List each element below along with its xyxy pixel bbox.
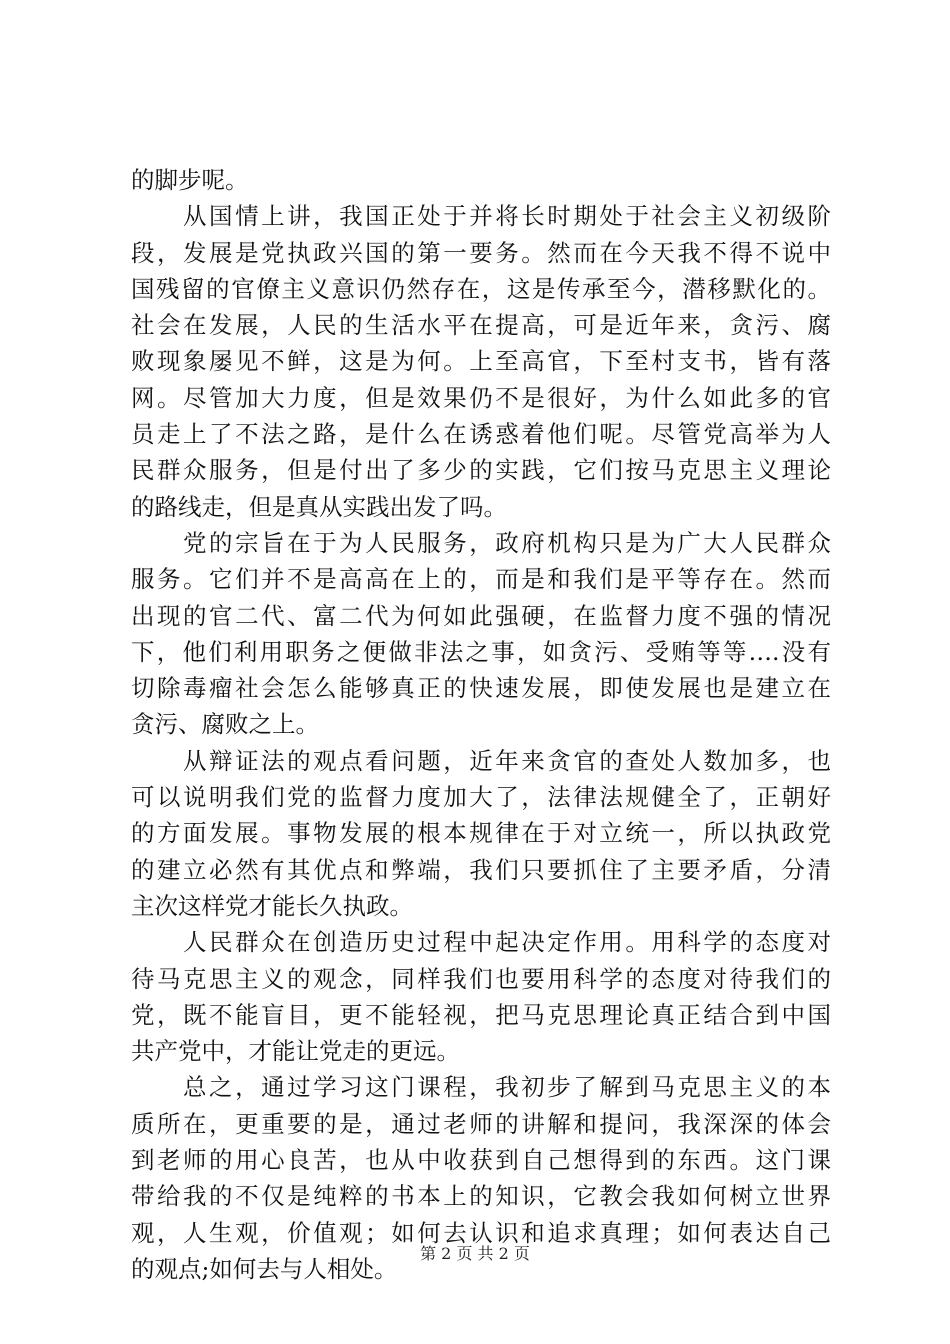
text-line: 网。尽管加大力度，但是效果仍不是很好，为什么如此多的官 [131, 383, 831, 412]
text-line: 主次这样党才能长久执政。 [131, 891, 413, 920]
text-line: 出现的官二代、富二代为何如此强硬，在监督力度不强的情况 [131, 601, 831, 630]
text-line: 下，他们利用职务之便做非法之事，如贪污、受贿等等….没有 [131, 637, 831, 666]
text-line: 观，人生观，价值观；如何去认识和追求真理；如何表达自己 [131, 1218, 831, 1247]
text-line: 从辩证法的观点看问题，近年来贪官的查处人数加多，也 [131, 746, 831, 775]
text-line: 的建立必然有其优点和弊端，我们只要抓住了主要矛盾，分清 [131, 855, 831, 884]
page-footer: 第 2 页 共 2 页 [420, 1244, 530, 1263]
text-line: 段，发展是党执政兴国的第一要务。然而在今天我不得不说中 [131, 238, 831, 267]
text-line: 社会在发展，人民的生活水平在提高，可是近年来，贪污、腐 [131, 311, 831, 340]
text-line: 人民群众在创造历史过程中起决定作用。用科学的态度对 [131, 928, 831, 957]
text-line: 国残留的官僚主义意识仍然存在，这是传承至今，潜移默化的。 [131, 274, 831, 303]
text-line: 党，既不能盲目，更不能轻视，把马克思理论真正结合到中国 [131, 1000, 831, 1029]
text-line: 从国情上讲，我国正处于并将长时期处于社会主义初级阶 [131, 202, 831, 231]
text-line: 待马克思主义的观念，同样我们也要用科学的态度对待我们的 [131, 964, 831, 993]
text-line: 质所在，更重要的是，通过老师的讲解和提问，我深深的体会 [131, 1109, 831, 1138]
text-line: 的方面发展。事物发展的根本规律在于对立统一，所以执政党 [131, 819, 831, 848]
text-line: 民群众服务，但是付出了多少的实践，它们按马克思主义理论 [131, 456, 831, 485]
text-line: 员走上了不法之路，是什么在诱惑着他们呢。尽管党高举为人 [131, 420, 831, 449]
text-line: 的观点;如何去与人相处。 [131, 1254, 398, 1283]
text-line: 党的宗旨在于为人民服务，政府机构只是为广大人民群众 [131, 528, 831, 557]
text-line: 服务。它们并不是高高在上的，而是和我们是平等存在。然而 [131, 565, 831, 594]
text-line: 的路线走，但是真从实践出发了吗。 [131, 492, 507, 521]
text-line: 共产党中，才能让党走的更远。 [131, 1037, 460, 1066]
text-line: 总之，通过学习这门课程，我初步了解到马克思主义的本 [131, 1073, 831, 1102]
text-line: 可以说明我们党的监督力度加大了，法律法规健全了，正朝好 [131, 783, 831, 812]
document-body [131, 162, 831, 1287]
text-line: 带给我的不仅是纯粹的书本上的知识，它教会我如何树立世界 [131, 1182, 831, 1211]
text-line: 败现象屡见不鲜，这是为何。上至高官，下至村支书，皆有落 [131, 347, 831, 376]
text-line: 的脚步呢。 [131, 166, 249, 194]
text-line: 切除毒瘤社会怎么能够真正的快速发展，即使发展也是建立在 [131, 674, 831, 703]
text-line: 到老师的用心良苦，也从中收获到自己想得到的东西。这门课 [131, 1146, 831, 1175]
text-line: 贪污、腐败之上。 [131, 710, 319, 739]
